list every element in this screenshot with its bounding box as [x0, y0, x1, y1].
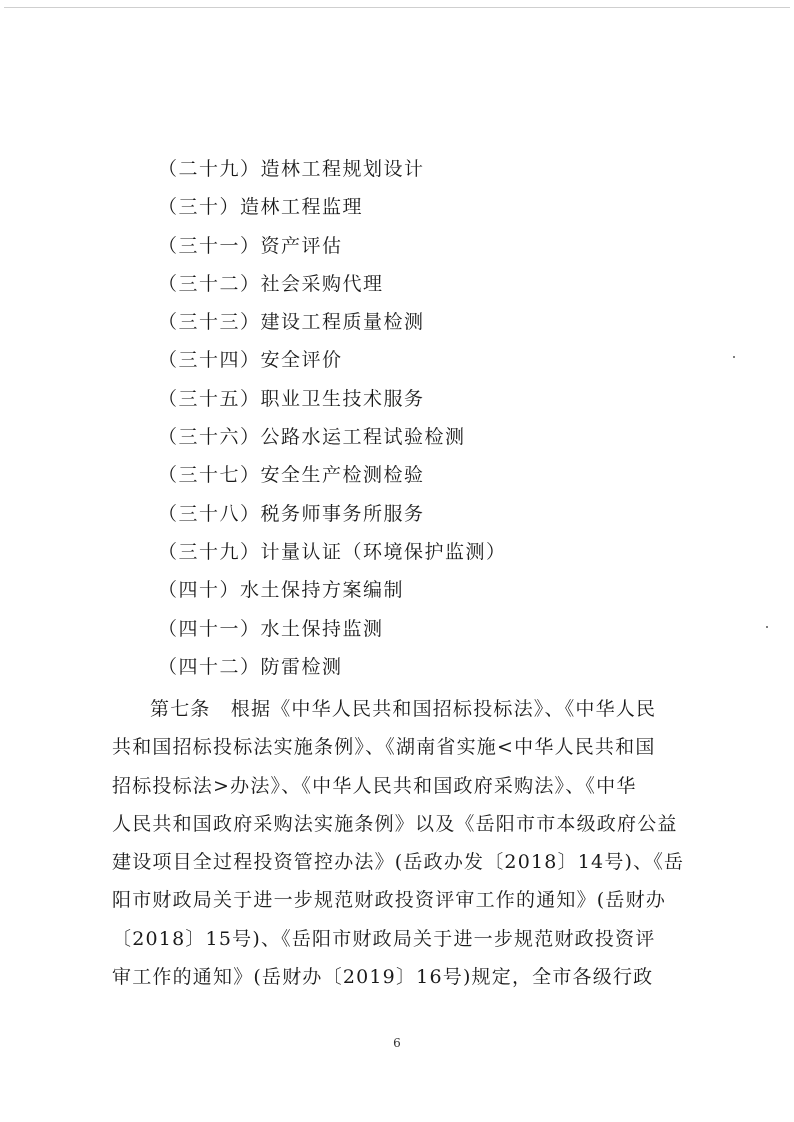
scan-speck: [766, 626, 768, 628]
list-item: （三十二）社会采购代理: [158, 272, 384, 295]
list-item: （二十九）造林工程规划设计: [158, 158, 425, 180]
list-item: （四十二）防雷检测: [158, 655, 343, 678]
paragraph-line: 人民共和国政府采购法实施条例》以及《岳阳市市本级政府公益: [112, 812, 678, 835]
paragraph-line: 共和国招标投标法实施条例》、《湖南省实施<中华人民共和国: [112, 736, 656, 759]
list-item: （三十三）建设工程质量检测: [158, 311, 425, 334]
scan-top-edge: [4, 7, 790, 8]
page-number: 6: [393, 1036, 401, 1050]
list-item: （三十四）安全评价: [158, 349, 343, 372]
list-item: （三十八）税务师事务所服务: [158, 502, 425, 525]
service-list: [158, 150, 507, 686]
article-seven-paragraph: [112, 690, 685, 996]
list-item: （三十五）职业卫生技术服务: [158, 387, 425, 410]
list-item: （三十六）公路水运工程试验检测: [158, 426, 466, 449]
paragraph-line: 第七条 根据《中华人民共和国招标投标法》、《中华人民: [150, 698, 657, 720]
paragraph-line: 审工作的通知》(岳财办〔2019〕16号)规定，全市各级行政: [112, 966, 654, 989]
paragraph-line: 招标投标法>办法》、《中华人民共和国政府采购法》、《中华: [112, 774, 637, 797]
list-item: （三十一）资产评估: [158, 234, 343, 257]
list-item: （三十）造林工程监理: [158, 196, 364, 219]
paragraph-line: 阳市财政局关于进一步规范财政投资评审工作的通知》(岳财办: [112, 889, 667, 912]
paragraph-line: 建设项目全过程投资管控办法》(岳政办发〔2018〕14号)、《岳: [112, 851, 685, 874]
list-item: （四十）水土保持方案编制: [158, 579, 405, 602]
list-item: （三十七）安全生产检测检验: [158, 464, 425, 487]
list-item: （四十一）水土保持监测: [158, 617, 384, 640]
list-item: （三十九）计量认证（环境保护监测）: [158, 540, 507, 563]
scan-speck: [733, 356, 735, 358]
paragraph-line: 〔2018〕15号)、《岳阳市财政局关于进一步规范财政投资评: [112, 927, 656, 950]
